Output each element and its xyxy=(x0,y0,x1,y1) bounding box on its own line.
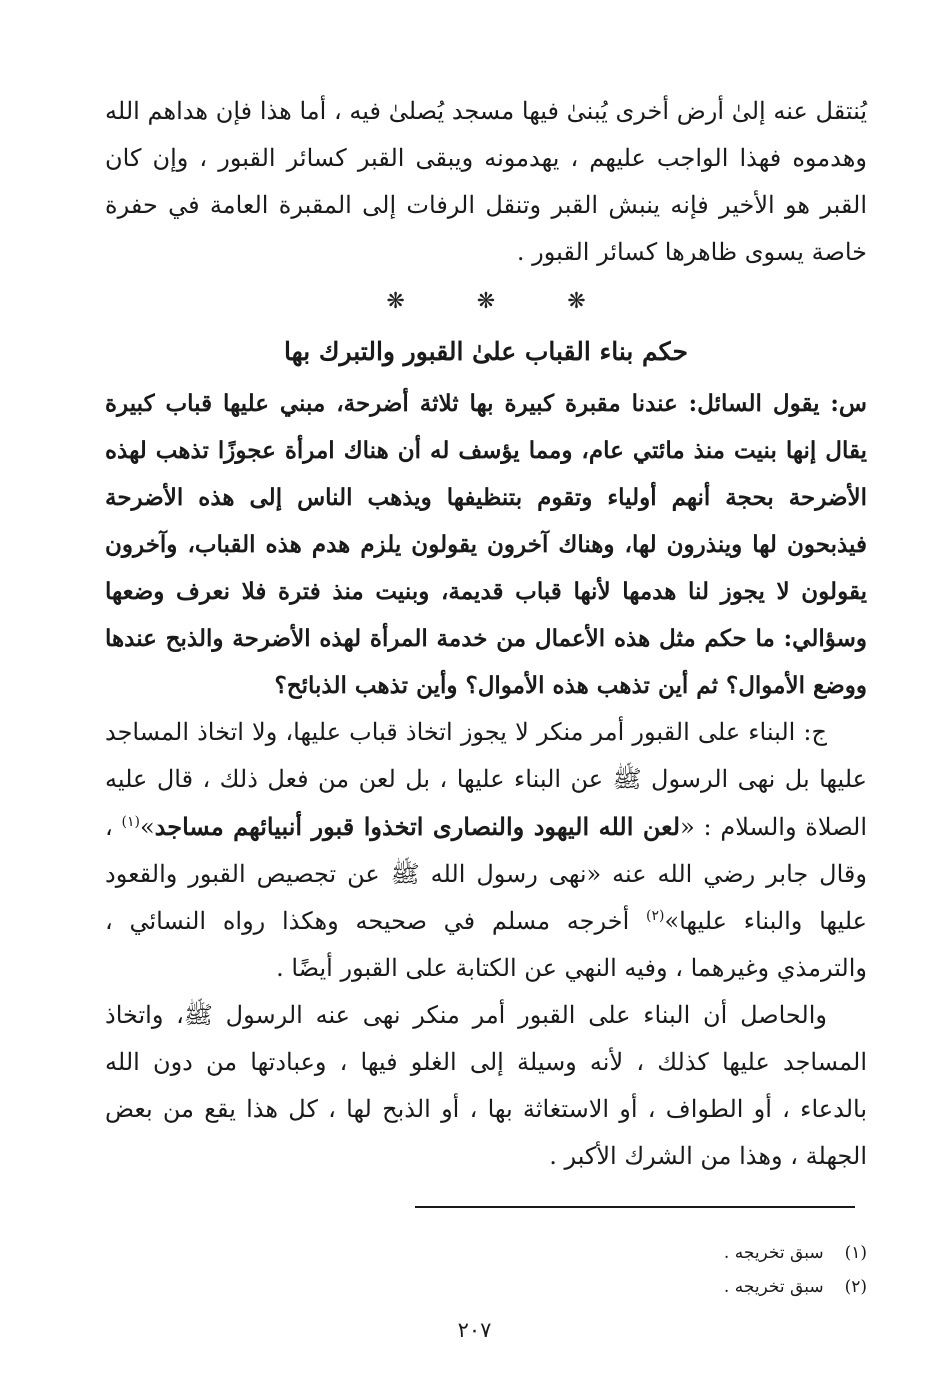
star-icon: ❋ xyxy=(476,289,496,314)
page-body xyxy=(105,88,867,1180)
answer-text: أخرجه مسلم في صحيحه وهكذا رواه النسائي ، والترمذي وغيرهما ، وفيه النهي عن الكتابة على القبور أيضًا . xyxy=(105,907,867,982)
footnote-ref-2: (٢) xyxy=(645,908,665,924)
intro-line: القبر هو الأخير فإنه ينبش القبر وتنقل الرفات إلى المقبرة العامة في حفرة xyxy=(105,191,867,219)
page-number: ٢٠٧ xyxy=(457,1318,492,1342)
intro-line: وهدموه فهذا الواجب عليهم ، يهدمونه ويبقى القبر كسائر القبور ، وإن كان xyxy=(105,144,867,172)
footnotes xyxy=(724,1236,867,1304)
footnote-number: (١) xyxy=(844,1243,867,1263)
conclusion-paragraph: والحاصل أن البناء على القبور أمر منكر نهى عنه الرسول ﷺ، واتخاذ المساجد عليها كذلك ، لأنه وسيلة إلى الغلو فيها ، وعبادتها من دون الله بالدعاء ، أو الطواف ، أو الاستغاثة بها ، أو الذبح لها ، كل هذا يقع من بعض الجهلة ، وهذا من الشرك الأكبر . xyxy=(105,1001,868,1170)
footnote-number: (٢) xyxy=(844,1277,867,1297)
intro-line: خاصة يسوى ظاهرها كسائر القبور . xyxy=(516,238,867,266)
question-paragraph: س: يقول السائل: عندنا مقبرة كبيرة بها ثلاثة أضرحة، مبني عليها قباب كبيرة يقال إنها بنيت منذ مائتي عام، ومما يؤسف له أن هناك امرأة عجوزًا تذهب لهذه الأضرحة بحجة أنهم أولياء وتقوم بتنظيفها ويذهب الناس إلى هذه الأضرحة فيذبحون لها وينذرون لها، وهناك آخرون يقولون يلزم هدم هذه القباب، وآخرون يقولون لا يجوز لنا هدمها لأنها قباب قديمة، وبنيت منذ فترة فلا نعرف وضعها وسؤالي: ما حكم مثل هذه الأعمال من خدمة المرأة لهذه الأضرحة والذبح عندها ووضع الأموال؟ ثم أين تذهب هذه الأموال؟ وأين تذهب الذبائح؟ xyxy=(105,390,867,699)
star-icon: ❋ xyxy=(567,289,586,314)
section-heading: حكم بناء القباب علىٰ القبور والتبرك بها xyxy=(284,337,688,366)
hadith-quote: لعن الله اليهود والنصارى اتخذوا قبور أنبيائهم مساجد xyxy=(154,812,681,841)
answer-text: ج: البناء على القبور أمر منكر لا يجوز اتخاذ قباب عليها، ولا اتخاذ المساجد عليها بل نهى الرسول ﷺ عن البناء عليها ، بل لعن من فعل ذلك ، قال عليه الصلاة والسلام : « xyxy=(105,718,867,841)
star-icon: ❋ xyxy=(386,289,405,314)
footnote-text: سبق تخريجه . xyxy=(723,1277,824,1297)
answer-text: ، وقال جابر رضي الله عنه «نهى رسول الله ﷺ عن تجصيص القبور والقعود عليها والبناء عليها» xyxy=(105,813,867,935)
footnote-text: سبق تخريجه . xyxy=(723,1243,824,1263)
footnote-item xyxy=(724,1270,867,1304)
footnote-divider xyxy=(415,1206,855,1208)
section-separator xyxy=(105,276,867,328)
intro-paragraph xyxy=(105,88,867,276)
quote-close: » xyxy=(139,813,155,841)
footnote-item xyxy=(724,1236,867,1270)
intro-line: يُنتقل عنه إلىٰ أرض أخرى يُبنىٰ فيها مسجد يُصلىٰ فيه ، أما هذا فإن هداهم الله xyxy=(105,97,867,125)
answer-paragraph xyxy=(105,709,867,992)
footnote-ref-1: (١) xyxy=(121,814,140,830)
